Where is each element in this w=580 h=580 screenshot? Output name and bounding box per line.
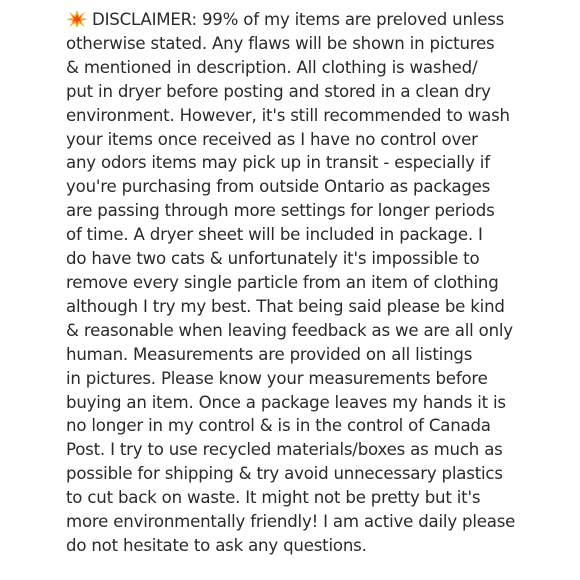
disclaimer-line-23: do not hesitate to ask any questions. [66,535,367,555]
disclaimer-line-12: remove every single particle from an item of clothing [66,272,499,292]
disclaimer-line-8: you're purchasing from outside Ontario as packages [66,177,491,197]
disclaimer-line-10: of time. A dryer sheet will be included in package. I [66,225,483,245]
disclaimer-line-14: & reasonable when leaving feedback as we are all only [66,320,513,340]
disclaimer-text-block [66,8,576,558]
disclaimer-line-21: to cut back on waste. It might not be pretty but it's [66,488,481,508]
disclaimer-line-17: buying an item. Once a package leaves my hands it is [66,392,506,412]
disclaimer-line-15: human. Measurements are provided on all listings [66,344,473,364]
disclaimer-line-2: otherwise stated. Any flaws will be shown in pictures [66,33,495,53]
disclaimer-line-19: Post. I try to use recycled materials/boxes as much as [66,440,503,460]
disclaimer-line-4: put in dryer before posting and stored in a clean dry [66,81,491,101]
disclaimer-line-13: although I try my best. That being said please be kind [66,296,505,316]
disclaimer-line-22: more environmentally friendly! I am active daily please [66,512,516,532]
disclaimer-line-7: any odors items may pick up in transit - especially if [66,153,490,173]
disclaimer-line-1-text: DISCLAIMER: 99% of my items are preloved unless [92,10,505,29]
disclaimer-line-11: do have two cats & unfortunately it's impossible to [66,249,480,269]
disclaimer-line-9: are passing through more settings for longer periods [66,201,495,221]
collision-emoji-icon [66,10,88,28]
disclaimer-line-20: possible for shipping & try avoid unnecessary plastics [66,464,503,484]
disclaimer-line-5: environment. However, it's still recommended to wash [66,105,510,125]
disclaimer-line-18: no longer in my control & is in the control of Canada [66,416,491,436]
disclaimer-line-16: in pictures. Please know your measurements before [66,368,488,388]
disclaimer-line-1 [66,8,576,32]
disclaimer-line-3: & mentioned in description. All clothing is washed/ [66,57,478,77]
disclaimer-line-6: your items once received as I have no control over [66,129,478,149]
